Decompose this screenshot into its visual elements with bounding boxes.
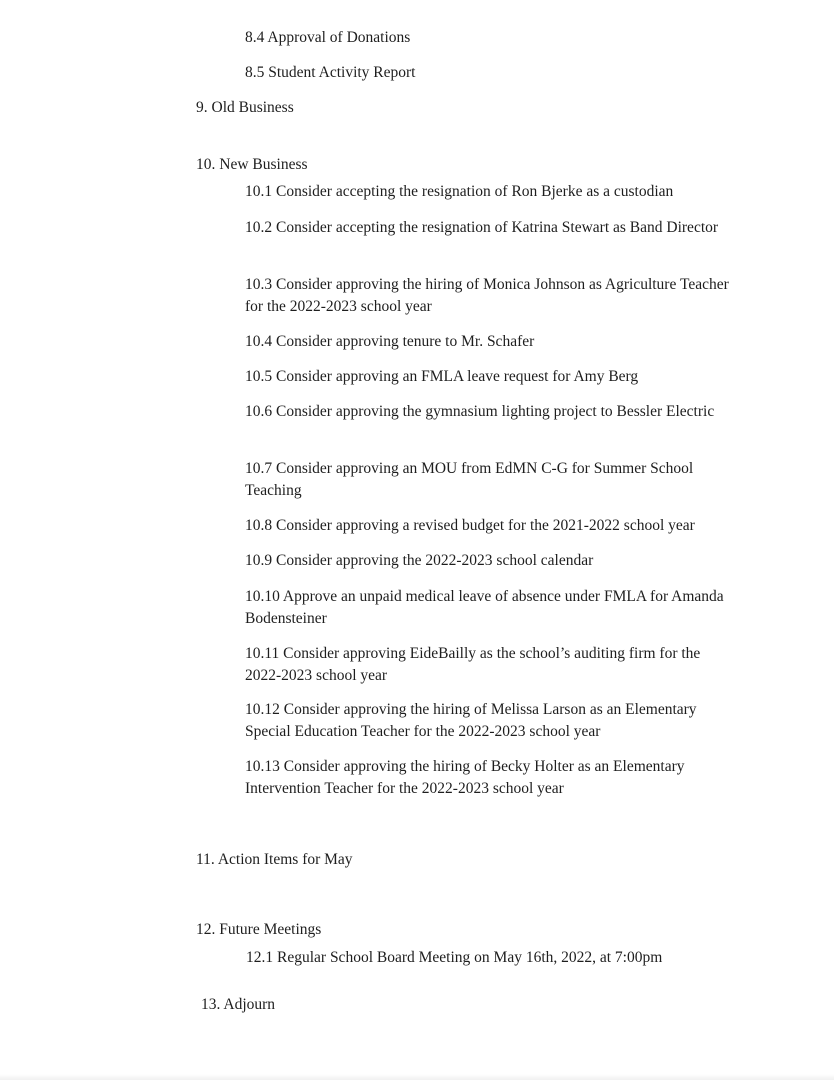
scan-bottom-edge xyxy=(0,1074,834,1080)
section-13-adjourn: 13. Adjourn xyxy=(201,996,276,1013)
agenda-item-10-6: 10.6 Consider approving the gymnasium lighting project to Bessler Electric xyxy=(245,403,715,420)
agenda-item-10-8: 10.8 Consider approving a revised budget for the 2021-2022 school year xyxy=(245,517,695,534)
agenda-item-10-12: 10.12 Consider approving the hiring of Melissa Larson as an Elementary Special Education Teacher for the 2022-2023 school year xyxy=(245,701,697,740)
agenda-item-10-10: 10.10 Approve an unpaid medical leave of absence under FMLA for Amanda Bodensteiner xyxy=(245,588,724,627)
agenda-item-10-2: 10.2 Consider accepting the resignation of Katrina Stewart as Band Director xyxy=(245,219,719,236)
section-10-new-business: 10. New Business xyxy=(196,156,308,173)
agenda-item-10-7: 10.7 Consider approving an MOU from EdMN C-G for Summer School Teaching xyxy=(245,460,694,499)
agenda-item-8-5: 8.5 Student Activity Report xyxy=(245,64,416,81)
section-12-future-meetings: 12. Future Meetings xyxy=(196,921,322,938)
agenda-item-10-9: 10.9 Consider approving the 2022-2023 school calendar xyxy=(245,552,594,569)
agenda-item-10-11: 10.11 Consider approving EideBailly as the school’s auditing firm for the 2022-2023 school year xyxy=(245,645,701,684)
agenda-item-10-1: 10.1 Consider accepting the resignation of Ron Bjerke as a custodian xyxy=(245,183,674,200)
agenda-item-10-13: 10.13 Consider approving the hiring of Becky Holter as an Elementary Intervention Teacher for the 2022-2023 school year xyxy=(245,758,685,797)
section-9-old-business: 9. Old Business xyxy=(196,99,294,116)
agenda-item-10-3: 10.3 Consider approving the hiring of Monica Johnson as Agriculture Teacher for the 2022-2023 school year xyxy=(245,276,729,315)
agenda-item-8-4: 8.4 Approval of Donations xyxy=(245,29,411,46)
agenda-item-10-4: 10.4 Consider approving tenure to Mr. Schafer xyxy=(245,333,535,350)
agenda-item-10-5: 10.5 Consider approving an FMLA leave request for Amy Berg xyxy=(245,368,639,385)
agenda-item-12-1: 12.1 Regular School Board Meeting on May 16th, 2022, at 7:00pm xyxy=(246,949,663,966)
section-11-action-items: 11. Action Items for May xyxy=(196,851,353,868)
